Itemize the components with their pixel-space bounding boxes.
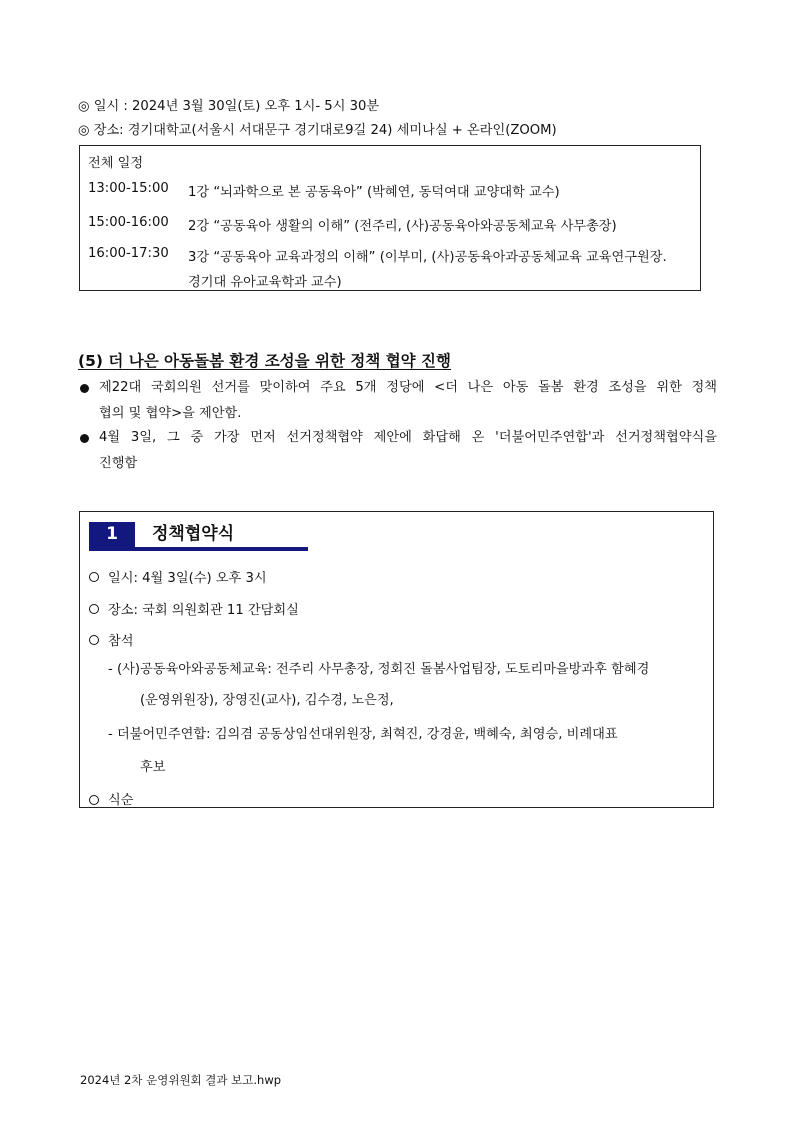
schedule-desc: 2강 “공동육아 생활의 이해” (전주리, (사)공동육아와공동체교육 사무총장)	[188, 219, 617, 234]
circle-bullet-icon	[89, 572, 99, 582]
bullet-text-line: 진행함	[99, 456, 138, 471]
bullet-text-line: 제22대 국회의원 선거를 맞이하여 주요 5개 정당에 <더 나은 아동 돌봄 환경 조성을 위한 정책	[99, 380, 717, 395]
document-footer-filename: 2024년 2차 운영위원회 결과 보고.hwp	[80, 1073, 282, 1087]
schedule-desc: 1강 “뇌과학으로 본 공동육아” (박혜연, 동덕여대 교양대학 교수)	[188, 185, 560, 200]
policy-pact-box	[79, 511, 714, 808]
circle-bullet-icon	[89, 635, 99, 645]
pact-attendees-label: 참석	[108, 634, 134, 649]
schedule-desc: 경기대 유아교육학과 교수)	[188, 275, 342, 290]
section-number-badge: 1	[89, 522, 135, 547]
schedule-box	[79, 145, 701, 291]
schedule-heading: 전체 일정	[88, 156, 144, 171]
title-underline-bar	[89, 547, 308, 551]
pact-title: 정책협약식	[152, 524, 235, 544]
schedule-desc: 3강 “공동육아 교육과정의 이해” (이부미, (사)공동육아과공동체교육 교육연구원장.	[188, 250, 667, 265]
circle-bullet-icon	[89, 795, 99, 805]
bullet-dot-icon	[80, 434, 89, 443]
bullet-text-line: 4월 3일, 그 중 가장 먼저 선거정책협약 제안에 화답해 온 '더불어민주연합'과 선거정책협약식을	[99, 430, 717, 445]
attendee-group-line: - 더불어민주연합: 김의겸 공동상임선대위원장, 최혁진, 강경윤, 백혜숙, 최영승, 비례대표	[108, 727, 618, 742]
event-venue: ◎ 장소: 경기대학교(서울시 서대문구 경기대로9길 24) 세미나실 + 온라인(ZOOM)	[78, 123, 557, 138]
schedule-time: 13:00-15:00	[88, 181, 169, 196]
attendee-group-line: (운영위원장), 장영진(교사), 김수경, 노은정,	[140, 693, 394, 708]
pact-order-label: 식순	[108, 793, 134, 808]
event-datetime: ◎ 일시 : 2024년 3월 30일(토) 오후 1시- 5시 30분	[78, 99, 380, 114]
circle-bullet-icon	[89, 604, 99, 614]
bullet-dot-icon	[80, 384, 89, 393]
section-title: (5) 더 나은 아동돌봄 환경 조성을 위한 정책 협약 진행	[78, 352, 451, 370]
pact-place: 장소: 국회 의원회관 11 간담회실	[108, 603, 299, 618]
bullet-text-line: 협의 및 협약>을 제안함.	[99, 406, 242, 421]
schedule-time: 16:00-17:30	[88, 246, 169, 261]
attendee-group-line: 후보	[140, 760, 166, 775]
schedule-time: 15:00-16:00	[88, 215, 169, 230]
pact-date: 일시: 4월 3일(수) 오후 3시	[108, 571, 267, 586]
attendee-group-line: - (사)공동육아와공동체교육: 전주리 사무총장, 정회진 돌봄사업팀장, 도토리마을방과후 함혜경	[108, 662, 650, 677]
